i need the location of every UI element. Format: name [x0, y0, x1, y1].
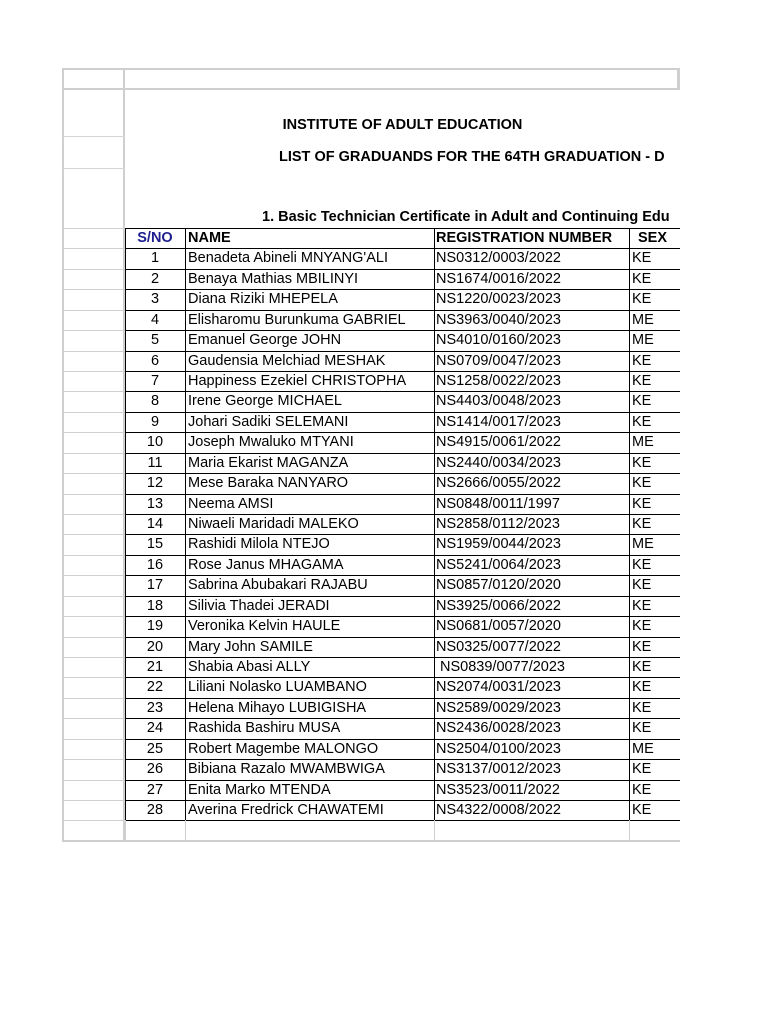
row-sno: 13: [146, 496, 164, 512]
gutter-row-line: [62, 637, 125, 638]
header-name: NAME: [188, 230, 231, 246]
row-sex: KE: [632, 353, 652, 369]
row-name: Mese Baraka NANYARO: [188, 475, 349, 491]
row-registration-number: NS1414/0017/2023: [436, 414, 561, 430]
row-sex: KE: [632, 373, 652, 389]
row-sex: KE: [632, 516, 652, 532]
row-sex: KE: [632, 782, 652, 798]
left-gutter-line-2: [62, 168, 125, 169]
row-sno: 10: [146, 434, 164, 450]
row-sno: 5: [150, 332, 160, 348]
row-registration-number: NS1220/0023/2023: [436, 291, 561, 307]
gutter-row-line: [62, 514, 125, 515]
right-edge-top: [677, 68, 680, 90]
row-sex: KE: [632, 700, 652, 716]
row-registration-number: NS2504/0100/2023: [436, 741, 561, 757]
row-sno: 21: [146, 659, 164, 675]
gutter-row-line: [62, 820, 125, 821]
row-registration-number: NS2666/0055/2022: [436, 475, 561, 491]
gutter-row-line: [62, 228, 125, 229]
row-sex: KE: [632, 271, 652, 287]
row-sex: KE: [632, 577, 652, 593]
row-name: Neema AMSI: [188, 496, 274, 512]
row-sno: 8: [150, 393, 160, 409]
row-name: Veronika Kelvin HAULE: [188, 618, 341, 634]
blank-row-bottom-line: [62, 840, 680, 841]
row-sno: 3: [150, 291, 160, 307]
row-name: Averina Fredrick CHAWATEMI: [188, 802, 384, 818]
header-sno: S/NO: [137, 230, 173, 246]
row-name: Silivia Thadei JERADI: [188, 598, 330, 614]
gutter-row-line: [62, 391, 125, 392]
row-name: Rashida Bashiru MUSA: [188, 720, 341, 736]
section-title: 1. Basic Technician Certificate in Adult and Continuing Edu: [262, 209, 670, 225]
row-sex: ME: [632, 332, 654, 348]
header-sex: SEX: [638, 230, 668, 246]
row-sex: KE: [632, 679, 652, 695]
row-sno: 23: [146, 700, 164, 716]
row-name: Diana Riziki MHEPELA: [188, 291, 338, 307]
left-gutter-line-1: [62, 136, 125, 137]
row-name: Helena Mihayo LUBIGISHA: [188, 700, 367, 716]
row-sex: KE: [632, 639, 652, 655]
spreadsheet-page: [62, 68, 680, 842]
gutter-row-line: [62, 432, 125, 433]
row-registration-number: NS0325/0077/2022: [436, 639, 561, 655]
row-sex: KE: [632, 414, 652, 430]
row-registration-number: NS1959/0044/2023: [436, 536, 561, 552]
row-registration-number: NS2074/0031/2023: [436, 679, 561, 695]
row-sno: 17: [146, 577, 164, 593]
gutter-row-line: [62, 575, 125, 576]
blank-row-column-line: [185, 820, 186, 840]
row-registration-number: NS3925/0066/2022: [436, 598, 561, 614]
gutter-row-line: [62, 800, 125, 801]
row-sno: 7: [150, 373, 160, 389]
row-sex: ME: [632, 312, 654, 328]
row-registration-number: NS0857/0120/2020: [436, 577, 561, 593]
gutter-row-line: [62, 677, 125, 678]
row-name: Johari Sadiki SELEMANI: [188, 414, 349, 430]
row-name: Irene George MICHAEL: [188, 393, 342, 409]
row-name: Robert Magembe MALONGO: [188, 741, 379, 757]
blank-row-column-line: [434, 820, 435, 840]
top-blank-row: [62, 68, 680, 90]
row-sex: KE: [632, 455, 652, 471]
table-column-line: [434, 228, 435, 820]
row-name: Liliani Nolasko LUAMBANO: [188, 679, 367, 695]
table-row-line: [125, 820, 680, 821]
row-registration-number: NS3963/0040/2023: [436, 312, 561, 328]
row-registration-number: NS2858/0112/2023: [436, 516, 560, 532]
gutter-row-line: [62, 248, 125, 249]
gutter-row-line: [62, 534, 125, 535]
table-column-line: [185, 228, 186, 820]
row-sex: ME: [632, 741, 654, 757]
gutter-row-line: [62, 473, 125, 474]
row-sex: KE: [632, 659, 652, 675]
row-sno: 11: [147, 455, 163, 471]
row-sex: ME: [632, 536, 654, 552]
row-sex: KE: [632, 802, 652, 818]
row-registration-number: NS4322/0008/2022: [436, 802, 561, 818]
row-name: Emanuel George JOHN: [188, 332, 342, 348]
gutter-row-line: [62, 555, 125, 556]
row-sno: 22: [146, 679, 164, 695]
row-sno: 1: [150, 250, 160, 266]
row-sno: 27: [146, 782, 164, 798]
gutter-row-line: [62, 412, 125, 413]
row-registration-number: NS4010/0160/2023: [436, 332, 561, 348]
gutter-row-line: [62, 616, 125, 617]
row-sno: 19: [146, 618, 164, 634]
row-sex: KE: [632, 618, 652, 634]
row-sno: 14: [146, 516, 164, 532]
row-sex: KE: [632, 475, 652, 491]
row-sno: 24: [146, 720, 164, 736]
row-name: Benaya Mathias MBILINYI: [188, 271, 359, 287]
gutter-row-line: [62, 371, 125, 372]
row-registration-number: NS0681/0057/2020: [436, 618, 561, 634]
header-registration-number: REGISTRATION NUMBER: [436, 230, 613, 246]
blank-row-column-line: [125, 820, 126, 840]
row-name: Joseph Mwaluko MTYANI: [188, 434, 354, 450]
row-sno: 12: [146, 475, 164, 491]
gutter-row-line: [62, 310, 125, 311]
row-name: Maria Ekarist MAGANZA: [188, 455, 349, 471]
row-registration-number: NS3523/0011/2022: [436, 782, 560, 798]
gutter-row-line: [62, 494, 125, 495]
gutter-row-line: [62, 780, 125, 781]
gutter-row-line: [62, 289, 125, 290]
row-sex: KE: [632, 496, 652, 512]
row-sno: 28: [146, 802, 164, 818]
row-registration-number: NS1258/0022/2023: [436, 373, 561, 389]
row-name: Enita Marko MTENDA: [188, 782, 331, 798]
row-registration-number: NS0312/0003/2022: [436, 250, 561, 266]
gutter-row-line: [62, 698, 125, 699]
row-sno: 4: [150, 312, 160, 328]
row-registration-number: NS2589/0029/2023: [436, 700, 561, 716]
row-name: Gaudensia Melchiad MESHAK: [188, 353, 386, 369]
row-sno: 25: [146, 741, 164, 757]
institute-title: INSTITUTE OF ADULT EDUCATION: [282, 117, 523, 133]
row-sex: KE: [632, 291, 652, 307]
row-name: Elisharomu Burunkuma GABRIEL: [188, 312, 406, 328]
row-sex: KE: [632, 761, 652, 777]
graduands-list-title: LIST OF GRADUANDS FOR THE 64TH GRADUATION - D: [279, 149, 665, 165]
row-sno: 26: [146, 761, 164, 777]
row-name: Rashidi Milola NTEJO: [188, 536, 330, 552]
row-sex: KE: [632, 250, 652, 266]
row-registration-number: NS4915/0061/2022: [436, 434, 561, 450]
gutter-row-line: [62, 330, 125, 331]
row-registration-number: NS1674/0016/2022: [436, 271, 561, 287]
row-registration-number: NS3137/0012/2023: [436, 761, 561, 777]
row-sex: KE: [632, 720, 652, 736]
row-name: Rose Janus MHAGAMA: [188, 557, 344, 573]
gutter-row-line: [62, 739, 125, 740]
table-column-line: [629, 228, 630, 820]
row-sno: 2: [150, 271, 160, 287]
row-sno: 20: [146, 639, 164, 655]
row-name: Mary John SAMILE: [188, 639, 313, 655]
row-sno: 9: [150, 414, 160, 430]
gutter-row-line: [62, 596, 125, 597]
row-registration-number: NS0848/0011/1997: [436, 496, 560, 512]
gutter-row-line: [62, 657, 125, 658]
blank-row-column-line: [629, 820, 630, 840]
row-name: Bibiana Razalo MWAMBWIGA: [188, 761, 385, 777]
row-registration-number: NS0839/0077/2023: [436, 659, 565, 675]
row-sex: KE: [632, 557, 652, 573]
row-registration-number: NS0709/0047/2023: [436, 353, 561, 369]
row-sex: KE: [632, 393, 652, 409]
gutter-row-line: [62, 351, 125, 352]
row-sno: 18: [146, 598, 164, 614]
row-registration-number: NS2436/0028/2023: [436, 720, 561, 736]
gutter-row-line: [62, 453, 125, 454]
row-sex: ME: [632, 434, 654, 450]
row-registration-number: NS2440/0034/2023: [436, 455, 561, 471]
row-name: Shabia Abasi ALLY: [188, 659, 311, 675]
row-sex: KE: [632, 598, 652, 614]
row-name: Sabrina Abubakari RAJABU: [188, 577, 368, 593]
row-sno: 16: [146, 557, 164, 573]
row-name: Benadeta Abineli MNYANG'ALI: [188, 250, 388, 266]
gutter-row-line: [62, 759, 125, 760]
gutter-row-line: [62, 718, 125, 719]
row-header-column: [62, 68, 125, 842]
row-sno: 15: [146, 536, 164, 552]
gutter-row-line: [62, 269, 125, 270]
row-sno: 6: [150, 353, 160, 369]
row-registration-number: NS4403/0048/2023: [436, 393, 561, 409]
row-name: Niwaeli Maridadi MALEKO: [188, 516, 359, 532]
row-name: Happiness Ezekiel CHRISTOPHA: [188, 373, 407, 389]
row-registration-number: NS5241/0064/2023: [436, 557, 561, 573]
